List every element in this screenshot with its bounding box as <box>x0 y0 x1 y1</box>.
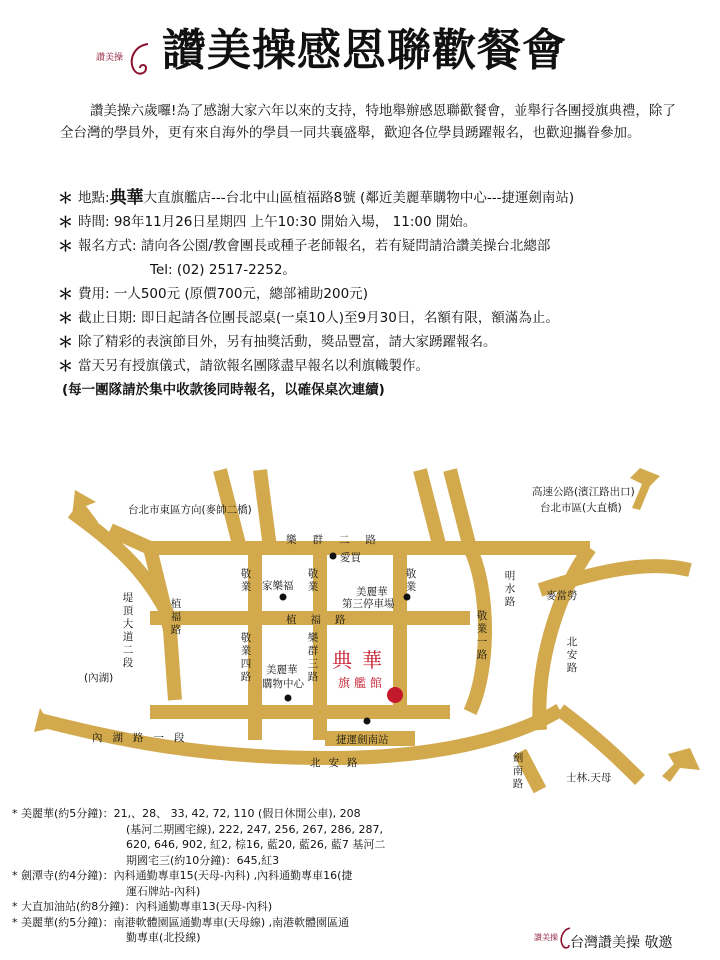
bus-entry: * 美麗華(約5分鐘)：南港軟體園區通勤專車(天母線) ,南港軟體園區通 <box>12 915 350 929</box>
label-jingye-4: 敬業四路 <box>240 632 252 683</box>
info-location: ＊ 地點: 典華 大直旗艦店---台北中山區植福路8號 (鄰近美麗華購物中心---捷運劍南站) <box>58 188 575 208</box>
label-highway: 高速公路(濱江路出口) <box>532 486 635 498</box>
logo-text: 讚美操 <box>96 53 124 63</box>
signature <box>510 926 710 956</box>
label-meilihua-mall: 美麗華 <box>266 664 298 676</box>
label-jingye-c: 敬業 <box>405 568 417 593</box>
label-shilin: 士林.天母 <box>566 772 612 784</box>
label-carrefour: 家樂福 <box>262 580 294 592</box>
label-venue-brand: 典華 <box>332 648 392 672</box>
info-time: ＊ 時間: 98年11月26日星期四 上午10:30 開始入場， 11:00 開始。 <box>58 213 477 231</box>
info-registration: ＊ 報名方式: 請向各公園/教會團長或種子老師報名，若有疑問請洽讚美操台北總部 <box>58 237 551 255</box>
label-jiannan-station: 捷運劍南站 <box>336 734 389 746</box>
label-neihu: (內湖) <box>84 672 114 684</box>
label-flagship: 旗艦館 <box>338 676 387 690</box>
location-map <box>0 440 720 800</box>
label-jingye-1: 敬業一路 <box>476 610 488 661</box>
bus-entry: * 劍潭寺(約4分鐘)：內科通勤專車15(天母-內科) ,內科通勤專車16(捷 <box>12 869 353 882</box>
label-zhifu-left: 植福路 <box>170 598 182 636</box>
info-activities: ＊ 除了精彩的表演節目外，另有抽獎活動，獎品豐富，請大家踴躍報名。 <box>58 333 497 351</box>
bus-entry: * 美麗華(約5分鐘)：21,、28、 33, 42, 72, 110 (假日休閒公車), 208 <box>12 807 361 820</box>
venue-brand: 典華 <box>109 188 144 208</box>
logo-swirl-icon <box>122 40 156 80</box>
label-jingye-a: 敬業 <box>240 568 252 593</box>
label-diding: 堤頂大道二段 <box>122 592 134 669</box>
label-meilihua-mall-2: 購物中心 <box>262 678 304 690</box>
label-city-direction: 台北市區(大直橋) <box>540 502 622 514</box>
logo <box>96 42 156 80</box>
label-beian-right: 北安路 <box>566 636 578 674</box>
intro-paragraph: 讚美操六歲囉!為了感謝大家六年以來的支持，特地舉辦感恩聯歡餐會，並舉行各團授旗典禮，除了全台灣的學員外，更有來自海外的學員一同共襄盛舉，歡迎各位學員踴躍報名，也歡迎攜眷參加。 <box>60 103 676 141</box>
label-beian-road: 北安路 <box>310 757 366 769</box>
label-mcdonalds: 麥當勞 <box>546 590 578 602</box>
label-lequn-road: 樂群二路 <box>286 534 392 546</box>
label-aimai: 愛買 <box>340 552 361 564</box>
signature-logo-text: 讚美操 <box>534 933 558 942</box>
label-neihu-road: 內湖路一段 <box>92 732 195 744</box>
label-mingshui: 明水路 <box>504 570 516 608</box>
info-deadline: ＊ 截止日期: 即日起請各位團長認桌(一桌10人)至9月30日，名額有限，額滿為止。 <box>58 309 559 327</box>
signature-org: 台灣讚美操 敬邀 <box>570 935 673 951</box>
page-title: 讚美操感恩聯歡餐會 <box>162 25 567 76</box>
label-meilihua-parking: 美麗華 <box>356 586 388 598</box>
info-fee: ＊ 費用: 一人500元 (原價700元，總部補助200元) <box>58 285 368 303</box>
bus-info: * 美麗華(約5分鐘)：21,、28、 33, 42, 72, 110 (假日休閒公車), 208 (基河二期國宅線), 222, 247, 256, 267, 286, 287, 620, 646, 902, 紅2, 棕16, 藍20, 藍26, 藍7 基河二 期國宅三(約10分鐘)：645,紅3 * 劍潭寺(約4分鐘)：內科通勤專車15(天母-內科) ,內科通勤專車16(捷 運石牌站-內科) * 大直加油站(約8分鐘)：內科通勤專車13(天母-內科) * 美麗華(約5分鐘)：南港軟體園區通勤專車(天母線) ,南港軟體園區通 勤專車(北投線) <box>12 806 432 946</box>
label-meilihua-parking-2: 第三停車場 <box>342 598 395 610</box>
label-lequn-3: 樂群三路 <box>307 632 319 683</box>
info-note: (每一團隊請於集中收款後同時報名，以確保桌次連續) <box>62 382 385 398</box>
info-ceremony: ＊ 當天另有授旗儀式，請欲報名團隊盡早報名以利旗幟製作。 <box>58 357 429 375</box>
label-jingye-b: 敬業 <box>307 568 319 593</box>
label-zhifu-upper: 植福路 <box>286 614 360 626</box>
label-east-direction: 台北市東區方向(麥帥二橋) <box>128 504 252 516</box>
info-tel: Tel: (02) 2517-2252。 <box>150 262 296 278</box>
label-jiannan-road: 劍南路 <box>512 752 524 790</box>
event-info <box>58 186 698 402</box>
bus-entry: * 大直加油站(約8分鐘)：內科通勤專車13(天母-內科) <box>12 900 273 913</box>
